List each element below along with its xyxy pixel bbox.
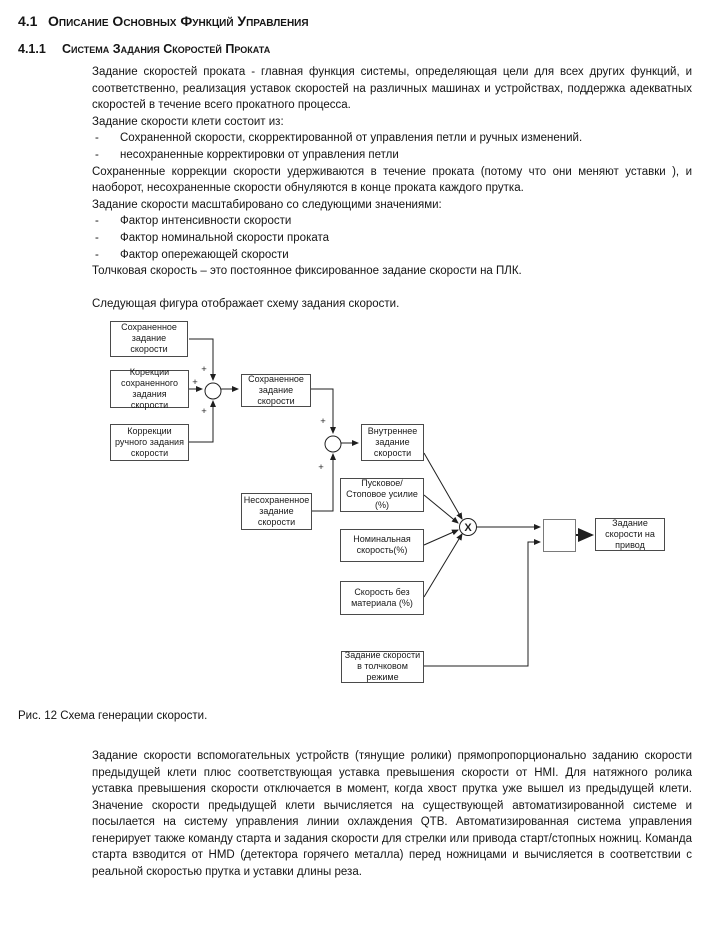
diagram-box-start-stop-effort: Пусковое/Стоповое усилие (%) [340, 478, 424, 512]
line-figure-intro: Следующая фигура отображает схему задания скорости. [92, 298, 400, 311]
sum-junction-1 [205, 383, 221, 399]
diagram-box-manual-corrections: Коррекции ручного задания скорости [110, 424, 189, 461]
blank-line [92, 280, 692, 297]
list-item-text: несохраненные корректировки от управления петли [120, 148, 399, 161]
paragraph-closing: Задание скорости вспомогательных устройств (тянущие ролики) прямопропорционально заданию скорости предыдущей клети плюс соответствующая уставка превышения скорости от HMI. Для натяжного ролика уставка превышения скорости отключается в момент, когда хвост прутка уже вышел из предыдущей клети. Значение скорости предыдущей клети вычисляется на существующей автоматизированной системе и посылается на систему управления линии охлаждения QTB. Автоматизированная система управления генерирует также команду старта и задания скорости для стрелки или привода старт/стопных ножниц. Команда старта взводится от HMD (детектора горячего металла) перед ножницами и вычисляется в соответствии с реальной скоростью прутка и уставки длины реза. [92, 749, 692, 879]
dash-marker: - [95, 132, 99, 145]
plus-sign: + [192, 376, 198, 388]
switch-box [543, 519, 576, 552]
dash-marker: - [95, 248, 99, 261]
figure-caption: Рис. 12 Схема генерации скорости. [18, 709, 208, 722]
diagram-box-no-material-speed: Скорость без материала (%) [340, 581, 424, 615]
connector-nominal-to-mult [424, 530, 458, 545]
speed-generation-diagram [18, 317, 711, 699]
list-item-text: Фактор интенсивности скорости [120, 215, 292, 228]
paragraph-retention: Сохраненные коррекции скорости удерживаются в течение проката (потому что они меняют уставки ), и наоборот, несохраненные скорости обнуляются в конце проката каждого прутка. [92, 165, 692, 195]
closing-text [92, 748, 692, 881]
connector-jog-to-switch [424, 542, 540, 666]
subsection-heading [18, 42, 692, 57]
diagram-box-jog-setpoint: Задание скорости в толчковом режиме [341, 651, 424, 683]
plus-sign: + [318, 461, 324, 473]
diagram-box-saved-setpoint-result: Сохраненное задание скорости [241, 374, 311, 407]
list-item [92, 230, 692, 247]
connector-nomaterial-to-mult [424, 534, 462, 597]
body-text [92, 64, 692, 313]
list-item-text: Сохраненной скорости, скорректированной от управления петли и ручных изменений. [120, 132, 583, 145]
sum-junction-2 [325, 436, 341, 452]
section-title: Описание Основных Функций Управления [48, 13, 309, 29]
diagram-box-saved-corrections: Корекции сохраненного задания скорости [110, 370, 189, 408]
plus-sign: + [201, 363, 207, 375]
list-item-text: Фактор номинальной скорости проката [120, 231, 330, 244]
section-number: 4.1 [18, 13, 38, 29]
multiply-sign: X [464, 521, 472, 534]
dash-marker: - [95, 231, 99, 244]
diagram-box-nominal-speed: Номинальная скорость(%) [340, 529, 424, 562]
connector-startstop-to-mult [424, 495, 458, 523]
plus-sign: + [201, 405, 207, 417]
diagram-box-internal-setpoint: Внутреннее задание скорости [361, 424, 424, 461]
paragraph-intro: Задание скоростей проката - главная функция системы, определяющая цели для всех других функций, и соответственно, реализация уставок скоростей на различных машинах и устройствах, поддержка адекватных скоростей в течение всего прокатного процесса. [92, 66, 692, 112]
line-scaling: Задание скорости масштабировано со следующими значениями: [92, 198, 442, 211]
section-heading [18, 12, 692, 30]
list-item-text: Фактор опережающей скорости [120, 248, 289, 261]
dash-marker: - [95, 148, 99, 161]
list-item [92, 213, 692, 230]
connector-internal-to-mult [424, 453, 462, 519]
plus-sign: + [320, 415, 326, 427]
diagram-box-saved-speed-setpoint: Сохраненное задание скорости [110, 321, 188, 357]
subsection-number: 4.1.1 [18, 42, 46, 56]
diagram-box-unsaved-setpoint: Несохраненное задание скорости [241, 493, 312, 530]
dash-marker: - [95, 215, 99, 228]
list-item [92, 147, 692, 164]
line-consists: Задание скорости клети состоит из: [92, 115, 284, 128]
list-item [92, 247, 692, 264]
diagram-box-drive-setpoint: Задание скорости на привод [595, 518, 665, 551]
line-jog: Толчковая скорость – это постоянное фиксированное задание скорости на ПЛК. [92, 265, 522, 278]
list-item [92, 130, 692, 147]
subsection-title: Система Задания Скоростей Проката [62, 42, 271, 56]
